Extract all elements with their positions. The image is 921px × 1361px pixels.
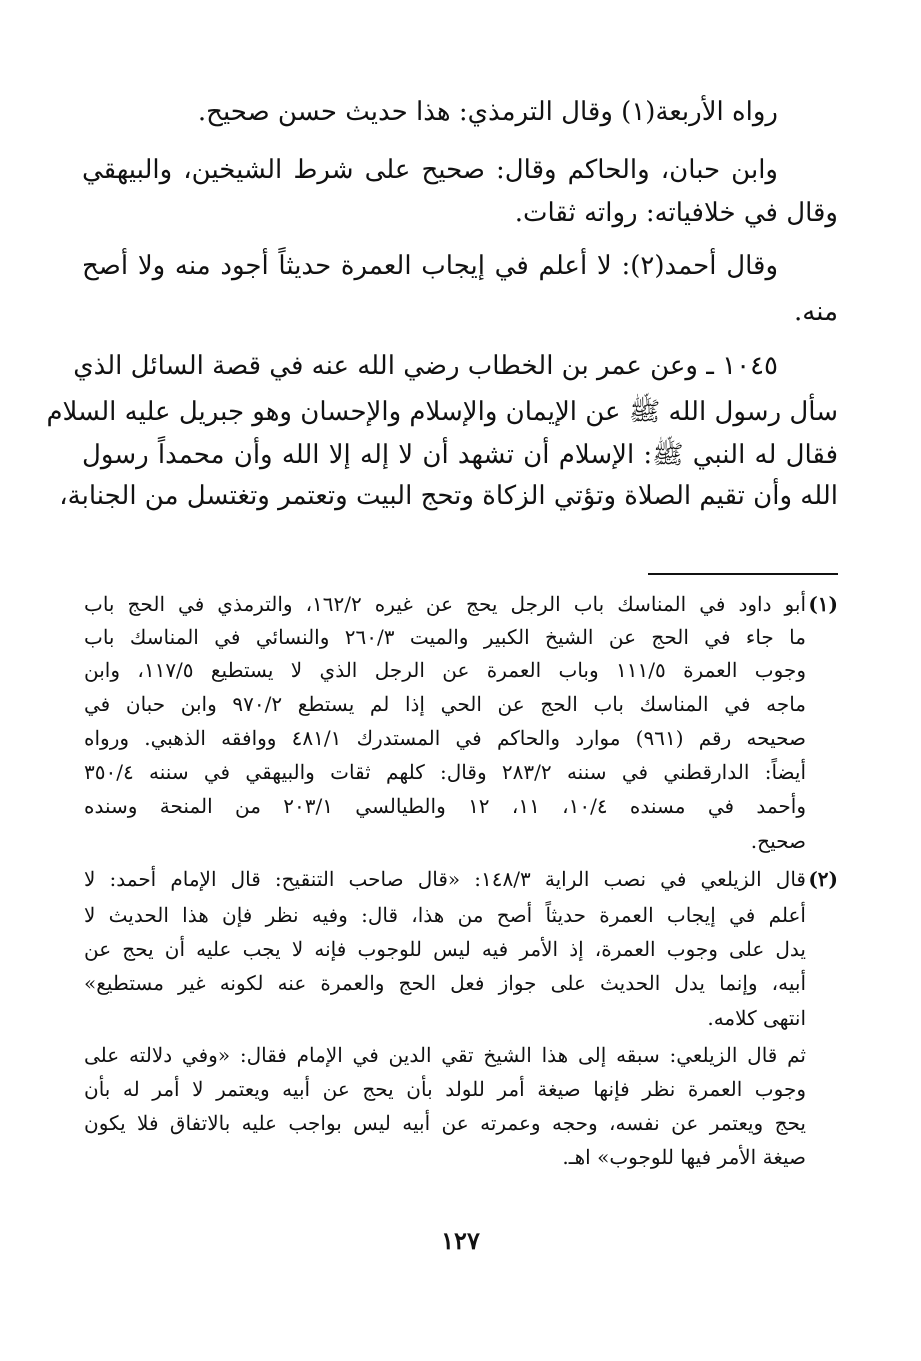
footnote-1-line-8: صحيح. <box>750 829 806 853</box>
footnote-2-line-8: يحج ويعتمر عن نفسه، وحجه وعمرته عن أبيه ليس بواجب عليه بالاتفاق فلا يكون <box>84 1111 806 1135</box>
footnote-2-line-7: وجوب العمرة نظر فإنها صيغة أمر للولد بأن يحج عن أبيه ويعتمر لا أمر له بأن <box>84 1077 806 1101</box>
main-line-8: فقال له النبي ﷺ: الإسلام أن تشهد أن لا إله إلا الله وأن محمداً رسول <box>82 440 838 470</box>
footnote-1-line-7: وأحمد في مسنده ١٠/٤، ١١، ١٢ والطيالسي ٢٠٣/١ من المنحة وسنده <box>84 794 807 818</box>
footnote-1-line-5: صحيحه رقم (٩٦١) موارد والحاكم في المستدرك ٤٨١/١ ووافقه الذهبي. ورواه <box>84 726 806 750</box>
footnote-separator <box>648 573 838 575</box>
footnote-1-line-2: ما جاء في الحج عن الشيخ الكبير والميت ٢٦٠/٣ والنسائي في المناسك باب <box>84 625 806 649</box>
footnote-2-line-6: ثم قال الزيلعي: سبقه إلى هذا الشيخ تقي الدين في الإمام فقال: «وفي دلالته على <box>84 1043 806 1067</box>
main-line-7: سأل رسول الله ﷺ عن الإيمان والإسلام والإحسان وهو جبريل عليه السلام <box>46 397 838 427</box>
footnote-2-line-3: يدل على وجوب العمرة، إذ الأمر فيه ليس للوجوب فإنه لا يجب عليه أن يحج عن <box>84 937 806 961</box>
page-number: ١٢٧ <box>441 1226 480 1255</box>
footnote-2-line-4: أبيه، وإنما يدل الحديث على جواز فعل الحج والعمرة عنه لكونه غير مستطيع» <box>84 971 806 995</box>
footnote-2-line-9: صيغة الأمر فيها للوجوب» اهـ. <box>562 1145 806 1169</box>
main-line-4: وقال أحمد(٢): لا أعلم في إيجاب العمرة حديثاً أجود منه ولا أصح <box>82 251 778 281</box>
footnote-1-line-6: أيضاً: الدارقطني في سننه ٢٨٣/٢ وقال: كلهم ثقات والبيهقي في سننه ٣٥٠/٤ <box>84 760 806 784</box>
main-line-1: رواه الأربعة(١) وقال الترمذي: هذا حديث حسن صحيح. <box>197 97 778 127</box>
footnote-1-line-4: ماجه في المناسك باب الحج عن الحي إذا لم يستطع ٩٧٠/٢ وابن حبان في <box>84 692 806 716</box>
main-line-5: منه. <box>794 297 838 327</box>
footnote-1-line-1: أبو داود في المناسك باب الرجل يحج عن غيره ١٦٢/٢، والترمذي في الحج باب <box>84 592 806 616</box>
footnote-2-line-2: أعلم في إيجاب العمرة حديثاً أصح من هذا، قال: وفيه نظر فإن هذا الحديث لا <box>84 903 806 927</box>
footnote-2-number: (٢) <box>808 867 838 891</box>
footnote-2-line-1: قال الزيلعي في نصب الراية ١٤٨/٣: «قال صاحب التنقيح: قال الإمام أحمد: لا <box>84 867 806 891</box>
main-line-2: وابن حبان، والحاكم وقال: صحيح على شرط الشيخين، والبيهقي <box>82 155 778 185</box>
footnote-1-line-3: وجوب العمرة ١١١/٥ وباب العمرة عن الرجل الذي لا يستطيع ١١٧/٥، وابن <box>84 658 806 682</box>
footnote-1-number: (١) <box>808 592 838 616</box>
main-line-9: الله وأن تقيم الصلاة وتؤتي الزكاة وتحج البيت وتعتمر وتغتسل من الجنابة، <box>59 481 838 511</box>
main-line-3: وقال في خلافياته: رواته ثقات. <box>514 198 838 228</box>
footnote-2-line-5: انتهى كلامه. <box>707 1006 806 1030</box>
main-line-6: ١٠٤٥ ـ وعن عمر بن الخطاب رضي الله عنه في قصة السائل الذي <box>73 351 778 381</box>
